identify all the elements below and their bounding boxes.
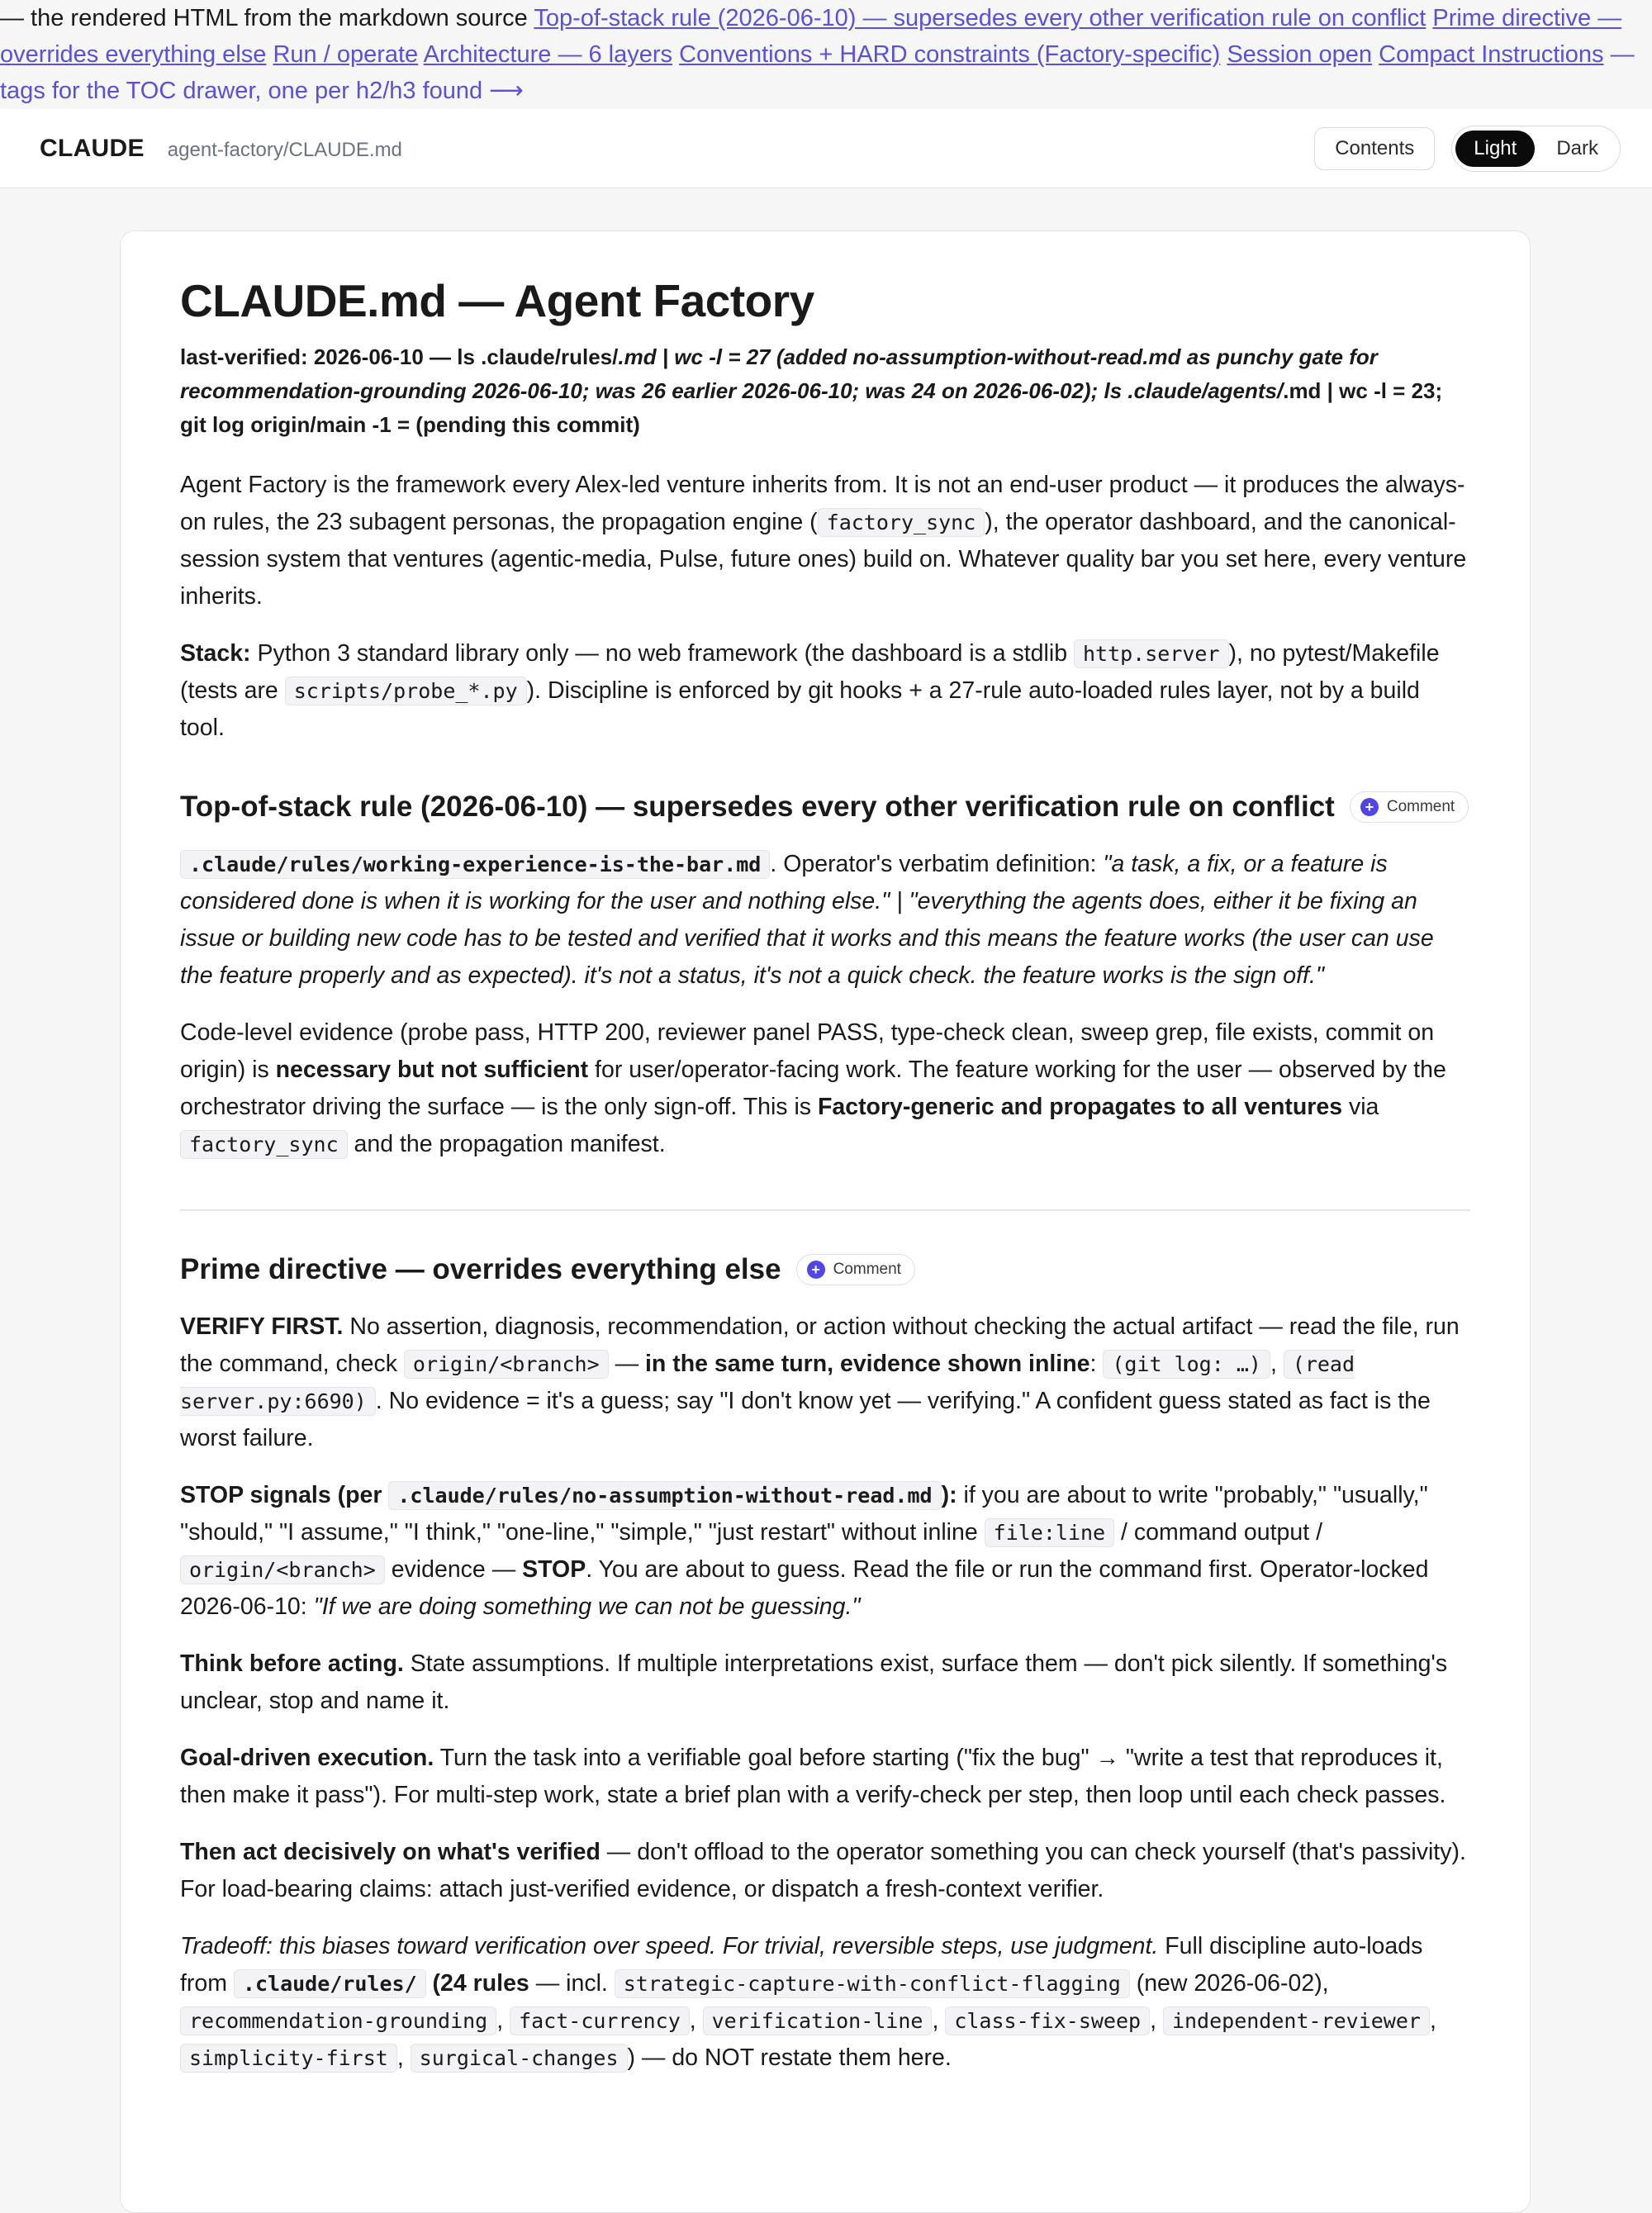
toc-link-prime-directive[interactable]: Prime directive — overrides everything else [0, 5, 1622, 68]
emphasis: STOP [522, 1556, 586, 1583]
toc-link-architecture[interactable]: Architecture — 6 layers [423, 41, 673, 68]
emphasis: Then act decisively on what's verified [180, 1839, 601, 1865]
inline-code: (git log: …) [1103, 1350, 1270, 1379]
meta-part-c: .md | wc -l = 23; git log origin/main -1 = (pending this commit) [180, 378, 1443, 437]
text: / command output / [1114, 1519, 1322, 1546]
file-path: agent-factory/CLAUDE.md [167, 138, 402, 161]
evidence-paragraph [180, 1014, 1470, 1163]
theme-dark-option[interactable]: Dark [1556, 136, 1598, 159]
inline-code: fact-currency [510, 2006, 690, 2035]
toc-source-header [0, 0, 1652, 109]
toc-suffix: — tags for the TOC drawer, one per h2/h3 found [0, 41, 1635, 104]
emphasis: ): [941, 1482, 957, 1508]
heading-text: Top-of-stack rule (2026-06-10) — supersedes every other verification rule on conflict [180, 791, 1335, 823]
document-card [120, 230, 1531, 2213]
theme-toggle [1451, 126, 1621, 172]
text: State assumptions. If multiple interpretations exist, surface them — don't pick silently. If something's unclear, stop and name it. [180, 1650, 1448, 1714]
page-title: CLAUDE.md — Agent Factory [180, 275, 814, 326]
comment-button[interactable] [796, 1254, 915, 1285]
text: . Operator's verbatim definition: [770, 851, 1104, 877]
text: — incl. [529, 1970, 615, 1997]
arrow-right-icon: ⟶ [489, 78, 524, 104]
text: ) — do NOT restate them here. [627, 2044, 952, 2071]
comment-label: Comment [833, 1261, 901, 1278]
inline-code: verification-line [703, 2006, 933, 2035]
intro-text-2: ), the operator dashboard, and the canonical-session system that ventures (agentic-media, Pulse, future ones) build on. Whatever quality bar you set here, every venture inherits. [180, 509, 1467, 610]
text: (new 2026-06-02), [1129, 1970, 1329, 1997]
inline-code: surgical-changes [411, 2044, 628, 2073]
brand-name: CLAUDE [40, 134, 145, 162]
toc-link-conventions[interactable]: Conventions + HARD constraints (Factory-specific) [679, 41, 1221, 68]
stop-signals-paragraph [180, 1477, 1470, 1626]
toc-link-top-of-stack[interactable]: Top-of-stack rule (2026-06-10) — supersedes every other verification rule on conflict [534, 5, 1427, 31]
intro-text-1: Agent Factory is the framework every Alex-led venture inherits from. It is not an end-user product — it produces the always-on rules, the 23 subagent personas, the propagation engine ( [180, 472, 1465, 535]
text: and the propagation manifest. [347, 1131, 666, 1157]
last-verified-line [180, 340, 1470, 442]
inline-code: origin/<branch> [404, 1350, 609, 1379]
inline-code: scripts/probe_*.py [285, 677, 527, 705]
emphasis: Think before acting. [180, 1650, 404, 1677]
comment-label: Comment [1386, 798, 1455, 815]
text: for user/operator-facing work. The feature working for the user — observed by the orchestrator driving the surface — is the only sign-off. This is [180, 1057, 1446, 1120]
toc-link-run-operate[interactable]: Run / operate [273, 41, 419, 68]
verify-first-paragraph [180, 1308, 1470, 1457]
toc-prefix: — the rendered HTML from the markdown source [0, 5, 528, 31]
stack-label: Stack: [180, 640, 251, 667]
top-rule-paragraph [180, 846, 1470, 995]
stack-paragraph [180, 635, 1470, 747]
act-paragraph [180, 1834, 1470, 1908]
operator-quote: "If we are doing something we can not be guessing." [313, 1593, 861, 1620]
inline-code: factory_sync [180, 1130, 348, 1159]
inline-code: factory_sync [818, 508, 985, 537]
emphasis: Factory-generic and propagates to all ventures [817, 1094, 1343, 1120]
brand [40, 135, 402, 163]
text: via [1342, 1094, 1379, 1120]
text: : [1089, 1351, 1104, 1377]
inline-code: .claude/rules/working-experience-is-the-bar.md [180, 850, 770, 879]
text: evidence — [384, 1556, 523, 1583]
text: — [608, 1351, 646, 1377]
emphasis: (24 rules [425, 1970, 529, 1997]
tradeoff-note: Tradeoff: this biases toward verification over speed. For trivial, reversible steps, use judgment. [180, 1933, 1159, 1959]
section-heading [180, 1249, 1470, 1290]
meta-part-a: last-verified: 2026-06-10 — ls .claude/rules/ [180, 344, 619, 369]
inline-code: file:line [985, 1518, 1114, 1547]
inline-code: recommendation-grounding [180, 2006, 496, 2035]
inline-code: origin/<branch> [180, 1555, 385, 1584]
toc-link-session-open[interactable]: Session open [1227, 41, 1373, 68]
emphasis: Goal-driven execution. [180, 1745, 434, 1771]
comment-button[interactable] [1350, 791, 1469, 823]
meta-part-b: .md | wc -l = 27 (added no-assumption-without-read.md as punchy gate for recommendation-grounding 2026-06-10; was 26 earlier 2026-06-10; was 24 on 2026-06-02); ls .claude/agents/ [180, 344, 1378, 403]
emphasis: STOP signals (per [180, 1482, 389, 1508]
toc-link-compact-instructions[interactable]: Compact Instructions [1379, 41, 1604, 68]
topbar-actions [1314, 126, 1621, 172]
text: Full discipline auto-loads from [180, 1933, 1423, 1997]
stack-text-2: ), no pytest/Makefile (tests are [180, 640, 1440, 704]
inline-code: http.server [1074, 639, 1229, 668]
emphasis: in the same turn, evidence shown inline [645, 1351, 1090, 1377]
text: — don't offload to the operator something you can check yourself (that's passivity). For load-bearing claims: attach just-verified evidence, or dispatch a fresh-context verifier. [180, 1839, 1466, 1902]
heading-text: Prime directive — overrides everything else [180, 1253, 781, 1285]
intro-paragraph [180, 467, 1470, 615]
inline-code: class-fix-sweep [945, 2006, 1150, 2035]
inline-code: simplicity-first [180, 2044, 397, 2073]
think-paragraph [180, 1646, 1470, 1720]
theme-light-option[interactable]: Light [1455, 131, 1535, 167]
inline-code: .claude/rules/no-assumption-without-read.md [388, 1481, 941, 1510]
divider [180, 1209, 1470, 1211]
section-prime-directive [180, 1249, 1470, 2077]
section-heading [180, 786, 1470, 828]
text: Turn the task into a verifiable goal before starting ("fix the bug" → "write a test that reproduces it, then make it pass"). For multi-step work, state a brief plan with a verify-check per step, then loop until each check passes. [180, 1745, 1446, 1808]
stack-text-1: Python 3 standard library only — no web framework (the dashboard is a stdlib [250, 640, 1074, 667]
emphasis: VERIFY FIRST. [180, 1313, 344, 1340]
operator-quote: "a task, a fix, or a feature is considered done is when it is working for the user and nothing else." | "everything the agents does, either it be fixing an issue or building new code has to be tested and verified that it works and this means the feature works (the user can use the feature properly and as expected). it's not a status, it's not a quick check. the feature works is the sign off." [180, 851, 1434, 989]
inline-code: (read server.py:6690) [180, 1350, 1355, 1416]
inline-code: .claude/rules/ [234, 1969, 426, 1998]
plus-icon: + [1360, 798, 1379, 816]
inline-code: independent-reviewer [1163, 2006, 1430, 2035]
goal-paragraph [180, 1740, 1470, 1814]
section-top-of-stack [180, 786, 1470, 1163]
text: , [1270, 1351, 1284, 1377]
text: Code-level evidence (probe pass, HTTP 200, reviewer panel PASS, type-check clean, sweep grep, file exists, commit on origin) is [180, 1019, 1435, 1083]
text: . You are about to guess. Read the file or run the command first. Operator-locked 2026-06-10: [180, 1556, 1429, 1620]
emphasis: necessary but not sufficient [275, 1057, 589, 1083]
tradeoff-paragraph: Tradeoff: this biases toward verification over speed. For trivial, reversible steps, use judgment. Full discipline auto-loads from .claude/rules/ (24 rules — incl. strategic-capture-with-conflict-flagging (new 2026-06-02), recommendation-grounding , fact-currency , verification-line , class-fix-sweep , independent-reviewer , simplicity-first , surgical-changes ) — do NOT restate them here. [180, 1933, 1436, 2071]
text: . No evidence = it's a guess; say "I don't know yet — verifying." A confident guess stated as fact is the worst failure. [180, 1388, 1431, 1451]
top-bar [0, 109, 1652, 188]
text: No assertion, diagnosis, recommendation, or action without checking the actual artifact — read the file, run the command, check [180, 1313, 1460, 1377]
inline-code: strategic-capture-with-conflict-flagging [615, 1969, 1130, 1998]
stack-text-3: ). Discipline is enforced by git hooks + a 27-rule auto-loaded rules layer, not by a build tool. [180, 677, 1420, 741]
plus-icon: + [807, 1261, 825, 1279]
text: if you are about to write "probably," "usually," "should," "I assume," "I think," "one-line," "simple," "just restart" without inline [180, 1482, 1428, 1546]
contents-button[interactable]: Contents [1314, 127, 1435, 170]
